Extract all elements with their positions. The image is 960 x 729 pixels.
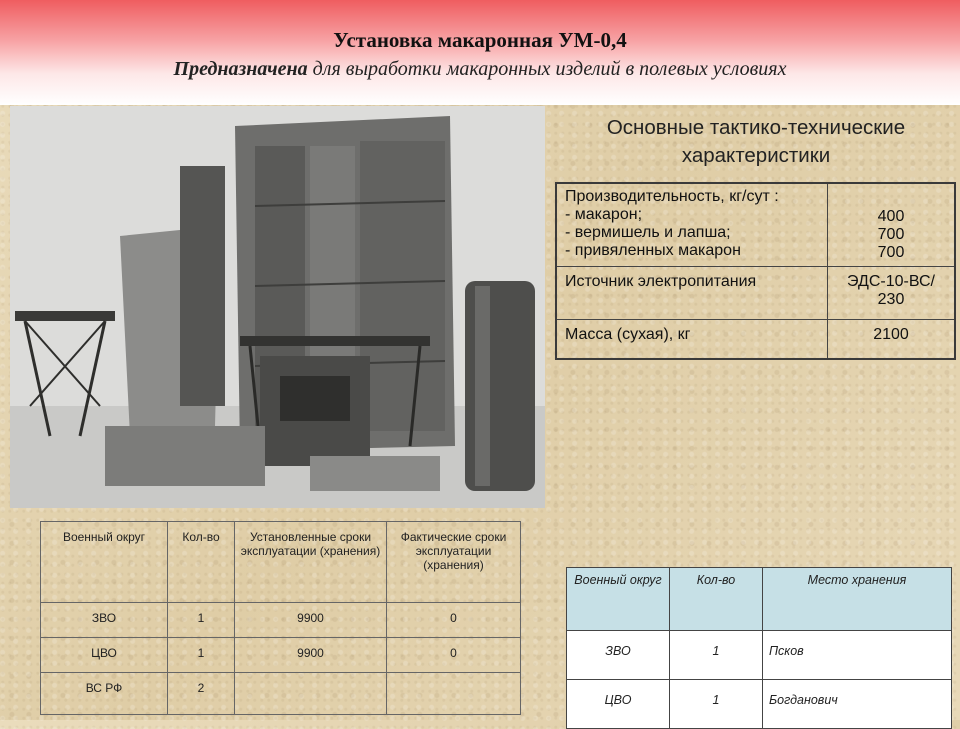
specs-row [556,320,955,360]
table-row [567,680,952,729]
specs-item-text: вермишель и лапша; [574,224,731,241]
table-cell [387,673,521,715]
specs-label: Масса (сухая), кг [556,320,828,360]
table-header-row [41,522,521,603]
table-header-row [567,568,952,631]
specs-title: Основные тактико-технические характеристики [606,116,906,167]
column-header: Военный округ [567,568,670,631]
table-cell: 0 [387,638,521,673]
specs-value: 2100 [828,320,956,360]
column-header: Установленные сроки эксплуатации (хранения) [235,522,387,603]
table-row [567,631,952,680]
specs-label-cell [556,183,828,267]
specs-table [555,182,956,360]
subtitle-bold: Предназначена [173,58,308,80]
column-header: Кол-во [670,568,763,631]
table-row [41,638,521,673]
table-cell: ЦВО [567,680,670,729]
specs-item: - макарон; [565,206,643,223]
specs-value: 700 [877,244,905,261]
table-cell: 9900 [235,638,387,673]
specs-item: - вермишель и лапша; [565,224,731,241]
equipment-photo [10,106,545,508]
subtitle-rest: для выработки макаронных изделий в полевых условиях [307,58,787,80]
specs-value: 700 [877,226,905,243]
storage-table [40,521,521,715]
column-header: Место хранения [763,568,952,631]
specs-label: Источник электропитания [556,267,828,320]
specs-item-text: привяленных макарон [574,242,741,259]
table-cell: ВС РФ [41,673,168,715]
specs-row [556,183,955,267]
slide-title: Установка макаронная УМ-0,4 [333,28,627,52]
table-cell: ЗВО [41,603,168,638]
specs-row [556,267,955,320]
table-cell: 1 [670,631,763,680]
table-cell: Богданович [763,680,952,729]
column-header: Военный округ [41,522,168,603]
table-cell: ЦВО [41,638,168,673]
table-cell: 1 [168,638,235,673]
specs-value: 400 [877,208,905,225]
table-cell: ЗВО [567,631,670,680]
table-cell: 9900 [235,603,387,638]
equipment-photo-drawing [10,106,545,508]
specs-item: - привяленных макарон [565,242,741,259]
table-cell: 0 [387,603,521,638]
table-cell [235,673,387,715]
location-table [566,567,952,729]
table-cell: 1 [670,680,763,729]
table-cell: Псков [763,631,952,680]
table-row [41,603,521,638]
specs-value-cell [828,183,956,267]
specs-value: ЭДС-10-ВС/ 230 [828,267,956,320]
column-header: Кол-во [168,522,235,603]
specs-label: Производительность, кг/сут : [565,188,779,205]
specs-item-text: макарон; [574,206,643,223]
table-cell: 1 [168,603,235,638]
column-header: Фактические сроки эксплуатации (хранения) [387,522,521,603]
table-cell: 2 [168,673,235,715]
table-row [41,673,521,715]
title-banner [0,0,960,105]
slide-subtitle [0,58,960,81]
